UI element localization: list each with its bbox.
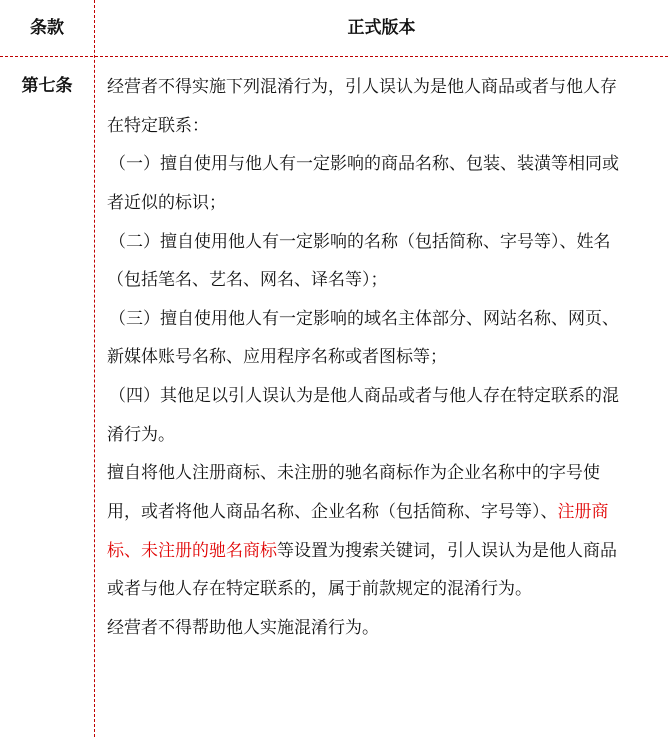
- text-line: [107, 532, 667, 571]
- list-item-1: （一）擅自使用与他人有一定影响的商品名称、包装、装潢等相同或: [109, 154, 619, 175]
- header-official-version-label: 正式版本: [347, 18, 416, 38]
- clause-number: 第七条: [21, 76, 73, 96]
- text-segment: 等设置为搜索关键词，引人误认为是他人商品: [277, 540, 617, 561]
- text-line: 在特定联系：: [107, 115, 209, 136]
- text-line: 新媒体账号名称、应用程序名称或者图标等；: [107, 347, 447, 368]
- list-item-3: （三）擅自使用他人有一定影响的域名主体部分、网站名称、网页、: [109, 308, 619, 329]
- text-segment: 用，或者将他人商品名称、企业名称（包括简称、字号等）、: [107, 502, 558, 523]
- text-line: 经营者不得帮助他人实施混淆行为。: [107, 617, 379, 638]
- column-divider: [94, 0, 95, 737]
- text-line: 经营者不得实施下列混淆行为，引人误认为是他人商品或者与他人存: [107, 77, 617, 97]
- highlighted-text: 注册商: [557, 502, 609, 523]
- text-line: [107, 493, 667, 532]
- list-item-4: （四）其他足以引人误认为是他人商品或者与他人存在特定联系的混: [109, 386, 619, 407]
- header-clause-label: 条款: [30, 18, 64, 38]
- highlighted-text: 标、未注册的驰名商标: [107, 540, 277, 561]
- clause-text: [107, 68, 667, 648]
- text-line: （包括笔名、艺名、网名、译名等）；: [107, 270, 388, 291]
- table-header: [0, 0, 668, 57]
- list-item-2: （二）擅自使用他人有一定影响的名称（包括简称、字号等）、姓名: [109, 231, 611, 252]
- text-line: 淆行为。: [107, 424, 175, 445]
- text-line: 或者与他人存在特定联系的，属于前款规定的混淆行为。: [107, 579, 532, 600]
- text-line: 擅自将他人注册商标、未注册的驰名商标作为企业名称中的字号使: [107, 463, 600, 484]
- text-line: 者近似的标识；: [107, 192, 226, 213]
